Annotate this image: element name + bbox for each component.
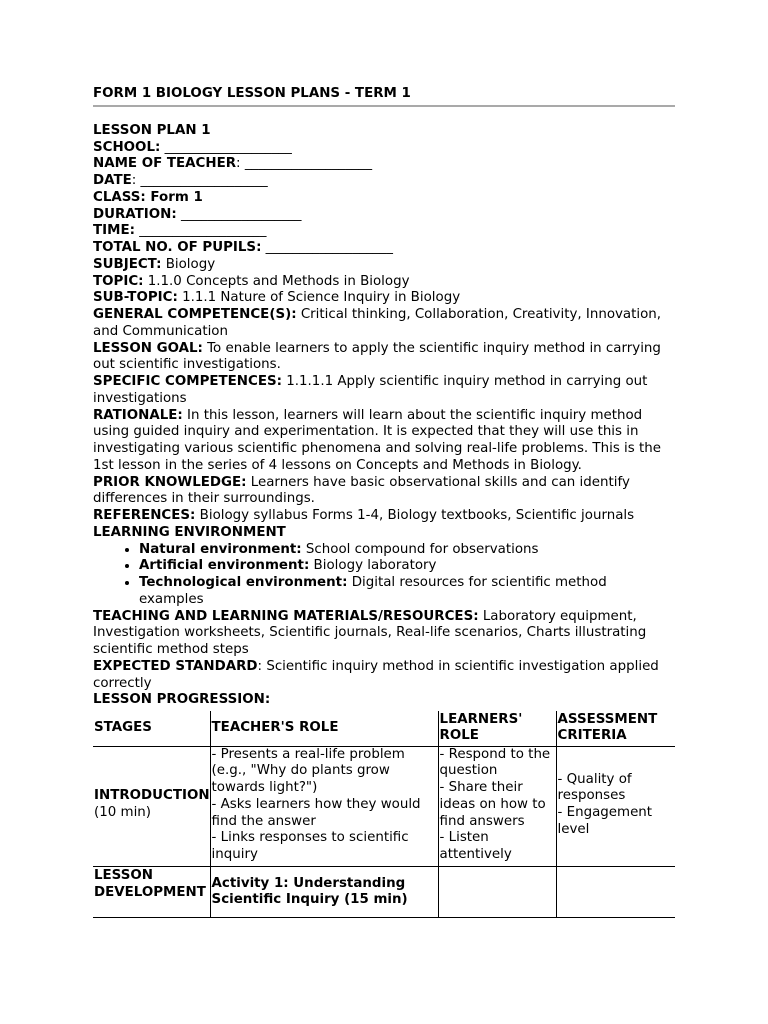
field-subject: [93, 257, 675, 274]
field-value: ___________________: [261, 240, 393, 255]
field-value: : ___________________: [131, 173, 268, 188]
field-specific-competences: [93, 374, 675, 408]
field-references: [93, 508, 675, 525]
assessment-cell: [556, 866, 675, 917]
field-label: DATE: [93, 173, 132, 188]
field-value: In this lesson, learners will learn about the scientific inquiry method using guided inquiry and experimentation. It is expected that they will use this in investigating various scientific phenomena and solving real-life problems. This is the 1st lesson in the series of 4 lessons on Concepts and Methods in Biology.: [93, 407, 661, 473]
field-topic: [93, 274, 675, 291]
field-value: : ___________________: [236, 156, 373, 172]
list-item: [139, 575, 675, 609]
list-item: [139, 542, 675, 559]
field-value: : Scientific inquiry method in scientific investigation applied correctly: [93, 658, 659, 691]
field-label: NAME OF TEACHER: [93, 156, 237, 172]
field-materials: [93, 609, 675, 659]
field-date: [93, 173, 675, 190]
field-value: To enable learners to apply the scientific inquiry method in carrying out scientific investigations.: [93, 340, 661, 373]
field-value: Laboratory equipment, Investigation worksheets, Scientific journals, Real-life scenarios, Charts illustrating scientific method steps: [93, 608, 647, 657]
field-label: SPECIFIC COMPETENCES:: [93, 374, 282, 389]
table-row: [93, 746, 675, 866]
field-label: CLASS:: [93, 189, 146, 205]
table-header-row: [93, 711, 675, 746]
document-title: FORM 1 BIOLOGY LESSON PLANS - TERM 1: [93, 86, 675, 107]
stage-cell: LESSON DEVELOPMENT: [93, 866, 210, 917]
field-value: ___________________: [160, 139, 292, 155]
field-class: [93, 190, 675, 207]
item-label: Technological environment:: [139, 575, 348, 590]
field-value: Critical thinking, Collaboration, Creativity, Innovation, and Communication: [93, 307, 662, 339]
cell-line: - Respond to the question: [439, 746, 551, 779]
learners-role-cell: [438, 866, 556, 917]
field-label: SCHOOL:: [93, 139, 161, 155]
document: [93, 86, 675, 918]
field-label: TOTAL NO. OF PUPILS:: [93, 240, 262, 255]
item-label: Artificial environment:: [139, 558, 310, 574]
cell-line: - Engagement level: [557, 805, 653, 837]
teacher-role-cell: Activity 1: Understanding Scientific Inquiry (15 min): [210, 866, 438, 917]
lesson-progression-heading: LESSON PROGRESSION:: [93, 692, 271, 708]
field-value: 1.1.1.1 Apply scientific inquiry method in carrying out investigations: [93, 374, 648, 406]
column-header: STAGES: [93, 711, 210, 746]
field-label: RATIONALE:: [93, 407, 183, 423]
field-value: 1.1.1 Nature of Science Inquiry in Biology: [177, 290, 461, 306]
field-expected-standard: [93, 659, 675, 693]
field-time: [93, 223, 675, 240]
field-label: REFERENCES:: [93, 508, 196, 523]
field-label: SUBJECT:: [93, 256, 162, 272]
cell-line: - Links responses to scientific inquiry: [211, 830, 409, 862]
teacher-role-cell: [210, 746, 438, 866]
learners-role-cell: [438, 746, 556, 866]
field-prior-knowledge: [93, 475, 675, 509]
item-label: Natural environment:: [139, 541, 302, 557]
field-label: SUB-TOPIC:: [93, 290, 178, 306]
field-lesson-goal: [93, 341, 675, 375]
assessment-cell: [556, 746, 675, 866]
field-label: EXPECTED STANDARD: [93, 658, 258, 674]
column-header: TEACHER'S ROLE: [210, 711, 438, 746]
cell-line: - Asks learners how they would find the answer: [211, 796, 421, 829]
cell-line: - Presents a real-life problem (e.g., "Why do plants grow towards light?"): [211, 746, 405, 795]
field-rationale: [93, 408, 675, 475]
list-item: [139, 558, 675, 575]
learning-environment-heading: LEARNING ENVIRONMENT: [93, 524, 286, 540]
cell-line: - Listen attentively: [439, 830, 512, 862]
item-value: School compound for observations: [301, 541, 539, 557]
field-subtopic: [93, 290, 675, 307]
cell-line: - Quality of responses: [557, 771, 632, 804]
field-label: TIME:: [93, 223, 135, 239]
field-value: Learners have basic observational skills and can identify differences in their surroundings.: [93, 474, 630, 507]
field-pupils: [93, 240, 675, 257]
field-duration: [93, 207, 675, 224]
field-value: Biology: [161, 256, 216, 272]
field-value: ___________________: [134, 223, 267, 239]
table-row: [93, 866, 675, 917]
stage-label: INTRODUCTION: [94, 788, 210, 804]
field-value: Form 1: [145, 189, 203, 205]
field-label: TEACHING AND LEARNING MATERIALS/RESOURCES:: [93, 608, 479, 624]
lesson-progression-table: [93, 711, 675, 918]
field-label: DURATION:: [93, 206, 177, 222]
field-list: [93, 140, 675, 525]
field-label: GENERAL COMPETENCE(S):: [93, 307, 297, 322]
field-label: LESSON GOAL:: [93, 340, 203, 356]
column-header: ASSESSMENT CRITERIA: [556, 711, 675, 746]
cell-line: - Share their ideas on how to find answers: [439, 780, 546, 829]
field-label: PRIOR KNOWLEDGE:: [93, 474, 247, 490]
stage-cell: [93, 746, 210, 866]
stage-time: (10 min): [94, 805, 151, 821]
item-value: Digital resources for scientific method examples: [139, 575, 607, 607]
learning-environment-list: [93, 542, 675, 609]
item-value: Biology laboratory: [309, 558, 437, 574]
field-label: TOPIC:: [93, 273, 144, 289]
field-teacher: [93, 156, 675, 173]
field-value: __________________: [176, 206, 302, 222]
column-header: LEARNERS' ROLE: [438, 711, 556, 746]
field-school: [93, 140, 675, 157]
field-value: Biology syllabus Forms 1-4, Biology textbooks, Scientific journals: [195, 508, 635, 523]
field-general-competence: [93, 307, 675, 341]
lesson-plan-heading: LESSON PLAN 1: [93, 122, 211, 138]
field-value: 1.1.0 Concepts and Methods in Biology: [143, 273, 410, 289]
